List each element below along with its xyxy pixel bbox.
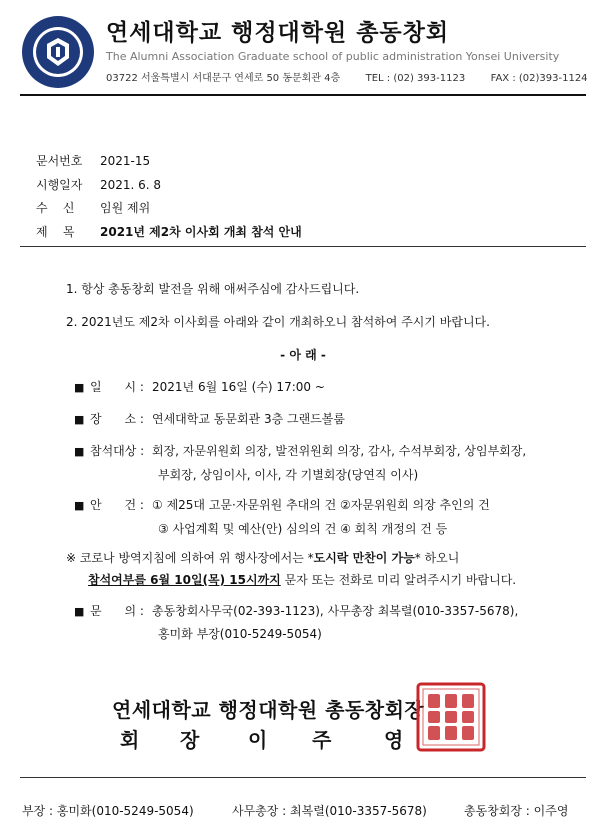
note-text: ※ 코로나 방역지침에 의하여 위 행사장에서는 * — [66, 551, 314, 565]
meta-date — [36, 176, 161, 193]
bullet-icon: ■ — [74, 605, 85, 618]
item-attendees — [74, 440, 526, 463]
item-contact-continued: 홍미화 부장(010-5249-5054) — [158, 627, 322, 641]
item-value: 2021년 6월 16일 (수) 17:00 ~ — [152, 380, 325, 394]
meta-key: 제 목 — [36, 225, 75, 239]
meta-key: 수 신 — [36, 201, 75, 215]
footer-president: 총동창회장 : 이주영 — [464, 804, 569, 818]
meta-divider — [20, 246, 586, 247]
item-attendees-continued: 부회장, 상임이사, 이사, 각 기별회장(당연직 이사) — [158, 468, 419, 482]
covid-note-line2 — [88, 571, 516, 588]
item-key: 문 의 : — [90, 604, 144, 618]
signature-name — [120, 724, 403, 753]
bullet-icon: ■ — [74, 445, 85, 458]
item-agenda — [74, 494, 490, 517]
note-text: * 하오니 — [414, 551, 460, 565]
footer-divider — [20, 777, 586, 778]
meta-doc-number — [36, 152, 150, 169]
bullet-icon: ■ — [74, 413, 85, 426]
item-agenda-continued: ③ 사업계획 및 예산(안) 심의의 건 ④ 회칙 개정의 건 등 — [158, 522, 448, 536]
organization-address: 03722 서울특별시 서대문구 연세로 50 동문회관 4층 TEL : (02) 393-1123 FAX : (02)393-1124 — [106, 73, 588, 84]
item-value: 연세대학교 동문회관 3층 그랜드볼룸 — [152, 412, 345, 426]
notice-heading: - 아 래 - — [280, 348, 326, 362]
meta-value: 임원 제위 — [100, 201, 151, 215]
item-value: 회장, 자문위원회 의장, 발전위원회 의장, 감사, 수석부회장, 상임부회장, — [152, 444, 527, 458]
bullet-icon: ■ — [74, 381, 85, 394]
rsvp-deadline: 참석여부를 6월 10일(목) 15시까지 — [88, 573, 281, 587]
meta-value: 2021-15 — [100, 154, 151, 168]
meta-key: 문서번호 — [36, 154, 83, 168]
item-key: 장 소 : — [90, 412, 144, 426]
footer-secretary-general: 사무총장 : 최복렬(010-3357-5678) — [232, 804, 427, 818]
official-seal-stamp — [416, 682, 486, 752]
item-value: ① 제25대 고문·자문위원 추대의 건 ②자문위원회 의장 추인의 건 — [152, 498, 490, 512]
header-divider — [20, 94, 586, 96]
university-seal-logo — [20, 14, 96, 90]
signature-char: 장 — [180, 728, 200, 752]
bullet-icon: ■ — [74, 499, 85, 512]
covid-note — [66, 549, 459, 566]
signature-organization: 연세대학교 행정대학원 총동창회장 — [112, 698, 425, 722]
paragraph-2: 2. 2021년도 제2차 이사회를 아래와 같이 개최하오니 참석하여 주시기 바랍니다. — [66, 315, 490, 329]
paragraph-1: 1. 항상 총동창회 발전을 위해 애써주심에 감사드립니다. — [66, 282, 360, 296]
item-key: 안 건 : — [90, 498, 144, 512]
item-key: 참석대상 : — [90, 444, 145, 458]
note-text: 문자 또는 전화로 미리 알려주시기 바랍니다. — [280, 573, 517, 587]
footer-manager: 부장 : 홍미화(010-5249-5054) — [22, 804, 194, 818]
item-venue — [74, 408, 345, 431]
meta-recipient — [36, 199, 150, 216]
item-value: 총동창회사무국(02-393-1123), 사무총장 최복렬(010-3357-5678), — [152, 604, 519, 618]
signature-char: 주 — [312, 728, 332, 752]
signature-char: 이 — [248, 728, 268, 752]
meta-value: 2021년 제2차 이사회 개최 참석 안내 — [100, 225, 302, 239]
organization-title: 연세대학교 행정대학원 총동창회 — [106, 20, 450, 46]
note-emphasis: 도시락 만찬이 가능 — [313, 551, 415, 565]
organization-english-name: The Alumni Association Graduate school of public administration Yonsei University — [106, 50, 560, 63]
meta-value: 2021. 6. 8 — [100, 178, 162, 192]
signature-char: 회 — [120, 728, 140, 752]
item-key: 일 시 : — [90, 380, 144, 394]
item-contact — [74, 600, 518, 623]
meta-subject — [36, 223, 302, 240]
item-datetime — [74, 376, 325, 399]
signature-char: 영 — [384, 728, 404, 752]
meta-key: 시행일자 — [36, 178, 83, 192]
